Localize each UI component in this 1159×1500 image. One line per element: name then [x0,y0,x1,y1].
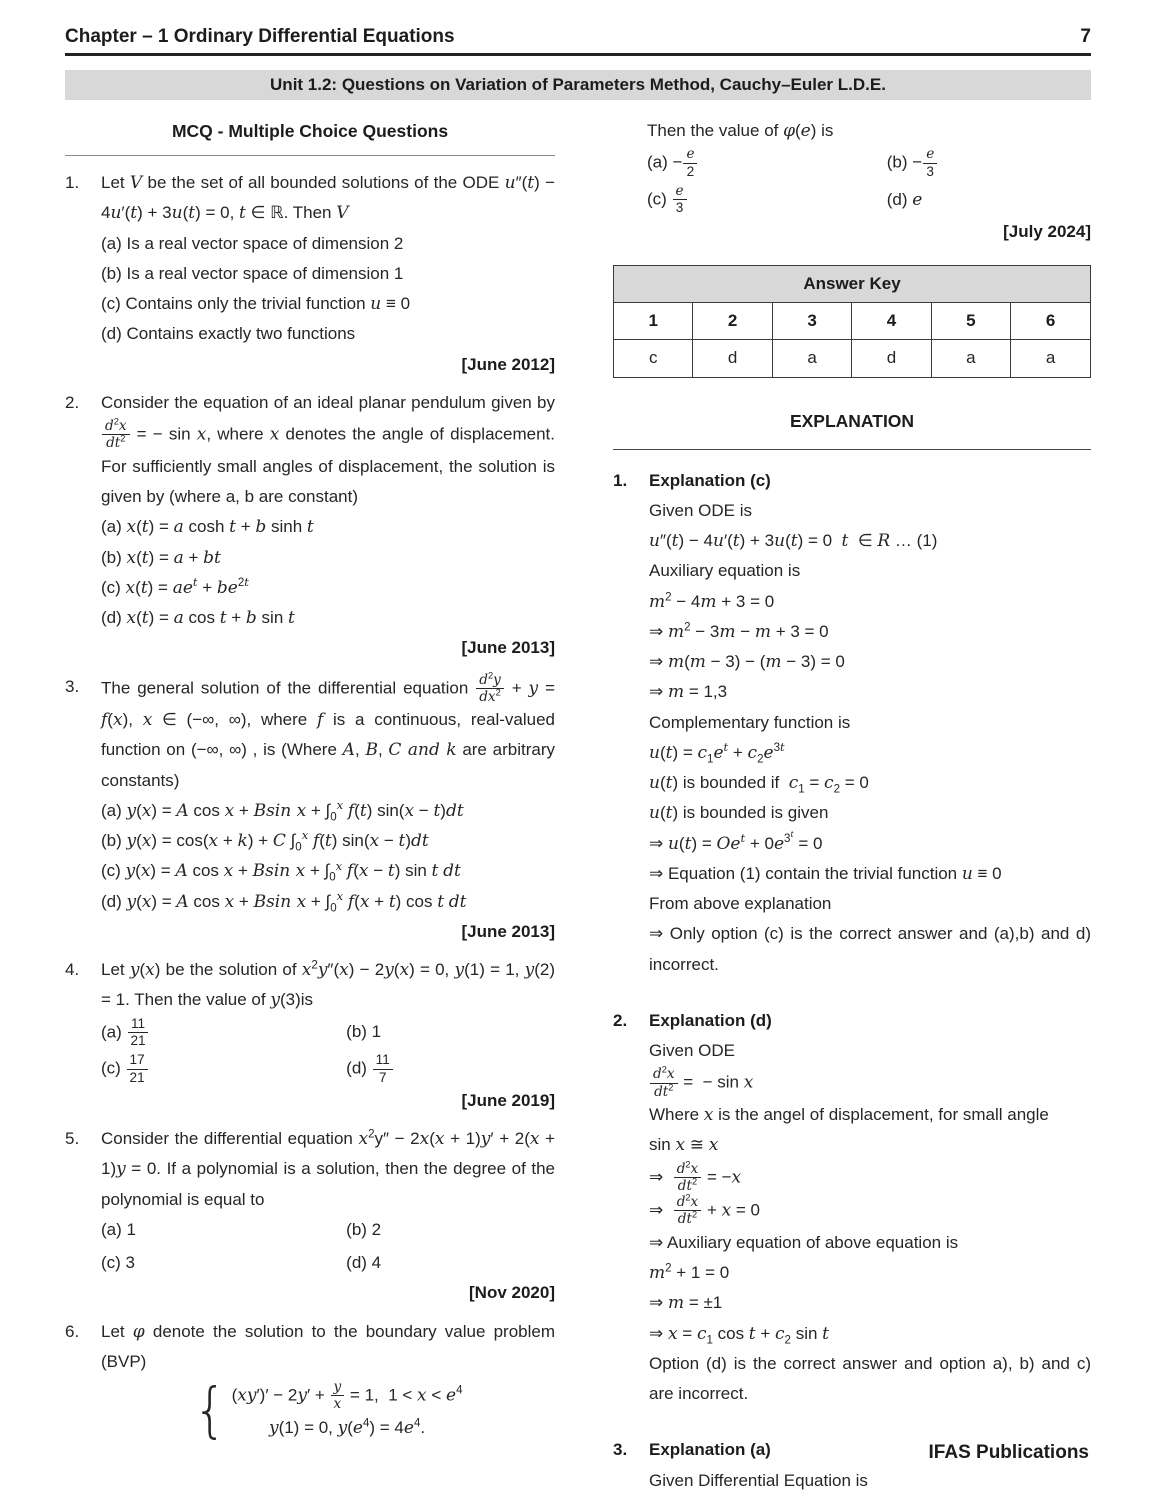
explanation-title: Explanation (c) [649,470,771,490]
explanation-line: ⇒ m(m − 3) − (m − 3) = 0 [649,652,845,673]
question-number-cell: 4 [852,303,931,340]
explanation-line: u″(t) − 4u′(t) + 3u(t) = 0 t ∈ R … (1) [649,531,938,552]
option: (d) x(t) = a cos t + b sin t [101,608,295,629]
question-number-cell: 3 [772,303,851,340]
question-text: Consider the equation of an ideal planar pendulum given by $\frac{d^2x}{dt^2}$ = − sin x, where x denotes the angle of displacement. For sufficiently small angles of displacement, the solution is given by (where a, b are constant) [101,392,556,507]
question-1 [65,168,555,380]
explanation-number: 3. [613,1440,628,1460]
exam-date: [June 2019] [461,1090,555,1110]
explanation-line: Complementary function is [649,712,851,732]
answer-key-title: Answer Key [614,265,1091,302]
explanation-body [649,1006,1091,1409]
option: (b) Is a real vector space of dimension 1 [101,263,404,283]
explanation-line: ⇒ $\frac{d^2x}{dt^2}$ + x = 0 [649,1192,761,1228]
question-text: Let V be the set of all bounded solutions of the ODE u″(t) − 4u′(t) + 3u(t) = 0, t ∈ ℝ. Then V [101,173,555,224]
question-number-cell: 5 [931,303,1010,340]
explanation-line: Given Differential Equation is [649,1470,868,1490]
explanation-title: Explanation (d) [649,1010,772,1030]
exam-date: [June 2013] [461,638,555,658]
answer-cell: a [1011,340,1091,377]
question-3 [65,669,556,948]
option: (a) y(x) = A cos x + Bsin $x + \int_0^x$ f(t) sin(x − t)dt [101,798,464,824]
option: (a) x(t) = a cosh t + b sinh t [101,517,314,538]
explanation-line: u(t) is bounded is given [649,803,829,824]
explanation-line: ⇒ $u(t) = Oe^t + 0e^{3^t} = 0$ [649,830,823,854]
question-body [101,1124,555,1309]
question-6 [65,1317,555,1446]
question-4 [65,955,555,1116]
question-number: 2. [65,392,80,412]
explanation-title: Explanation (a) [649,1440,771,1460]
question-body [101,955,555,1116]
options-list [101,796,555,917]
answer-key-numbers-row [614,303,1091,340]
option: (c) Contains only the trivial function u ≡ 0 [101,294,411,315]
explanation-line: ⇒ $m^2 - 3m - m + 3 = 0$ [649,621,829,642]
question-number-cell: 6 [1011,303,1091,340]
option: (b) − $\frac{e}{3}$ [887,146,1091,180]
answer-cell: a [772,340,851,377]
publisher-name: IFAS Publications [928,1442,1089,1463]
options-grid [101,1016,555,1086]
explanation-line: $\frac{d^2x}{dt^2}$ = − sin x [649,1066,1091,1100]
options-grid [101,1215,555,1279]
options-grid [647,146,1091,216]
equation-line: y(1) = 0, $y(e^4) = 4e^4$. [268,1417,426,1438]
chapter-title: Chapter – 1 Ordinary Differential Equations [65,26,455,47]
left-column [65,116,555,1500]
bvp-display-equation [101,1376,555,1446]
exam-date: [June 2013] [461,921,555,941]
explanation-line: $m^2 - 4m + 3 = 0$ [649,590,775,612]
question-body [101,168,555,380]
question-text: Let φ denote the solution to the boundary value problem (BVP) [101,1321,555,1371]
question-6-continued [613,116,1091,217]
option: (d) e [886,189,923,210]
page-header [65,26,1091,56]
explanation-line: ⇒ Equation (1) contain the trivial function u ≡ 0 [649,863,1002,884]
option: (c) $\frac{e}{3}$ [647,183,887,217]
option: (c) y(x) = A cos x + Bsin $x + \int_0^x$ f(x − t) sin t dt [101,858,461,884]
question-2 [65,388,555,664]
exam-date: [June 2012] [461,354,555,374]
explanation-line: ⇒ m = 1,3 [649,682,728,703]
question-5 [65,1124,555,1309]
option: (a) 1 [101,1219,136,1239]
explanation-lines [649,1466,1091,1496]
option: (d) 4 [346,1253,382,1273]
question-number: 3. [65,676,80,696]
option: (a) − $\frac{e}{2}$ [647,146,887,180]
option: (b) 1 [346,1022,382,1042]
explanation-number: 1. [613,470,628,490]
explanation-line: ⇒ $x = c_1$ $\cos t + c_2$ sin t [649,1323,829,1346]
question-text: Consider the differential equation $x^2y'' - 2x(x + 1)y' + 2(x + 1)y = 0$. If a polynomial is a solution, then the degree of the polynomial is equal to [101,1128,555,1209]
equation-line: (xy′)′ − 2y′ + $\frac{y}{x}$ = 1, $1 < x < e^4$ [231,1379,463,1413]
explanation-section-heading: EXPLANATION [613,406,1091,450]
equation-lines [232,1379,463,1443]
answer-cell: d [852,340,931,377]
question-text: Then the value of φ(e) is [647,121,834,141]
option: (a) $\frac{11}{21}$ [101,1016,346,1050]
option: (c) $x(t) = ae^t + be^{2t}$ [101,575,249,598]
mcq-section-heading: MCQ - Multiple Choice Questions [65,116,555,156]
answer-cell: a [931,340,1010,377]
question-text: Let y(x) be the solution of $x^2y''(x) - 2y(x) = 0$, y(1) = 1, y(2) = 1. Then the value of y(3)is [101,959,556,1011]
explanation-line: From above explanation [649,894,832,914]
question-body [101,388,555,664]
options-list [101,229,555,350]
question-number: 5. [65,1129,80,1149]
explanation-line: $m^2 + 1 = 0$ [649,1262,730,1284]
question-number-cell: 2 [693,303,772,340]
exam-date: [July 2024] [1003,221,1091,241]
question-number: 1. [65,173,80,193]
option: (b) 2 [346,1219,382,1239]
option: (c) $\frac{17}{21}$ [101,1052,346,1086]
page-number: 7 [1080,26,1091,47]
question-number: 6. [65,1321,80,1341]
question-number-cell: 1 [614,303,693,340]
option: (b) x(t) = a + bt [101,547,221,568]
left-brace: { [193,1376,227,1446]
answer-key-title-row [614,265,1091,302]
explanation-number: 2. [613,1010,628,1030]
option: (b) y(x) = cos(x + k) + C $\int_0^x$ f(t) sin(x − t)dt [101,828,429,854]
explanation-2 [613,1006,1091,1409]
answer-key-table [613,265,1091,378]
two-column-layout [65,116,1091,1500]
explanation-line: Auxiliary equation is [649,561,801,581]
answer-cell: d [693,340,772,377]
option: (d) Contains exactly two functions [101,324,356,344]
explanation-line: ⇒ Auxiliary equation of above equation is [649,1232,959,1252]
explanation-line: $u(t) = c_1e^t + c_2e^{3t}$ [649,740,785,766]
answer-cell: c [614,340,693,377]
right-column [613,116,1091,1500]
exam-date: [Nov 2020] [469,1283,555,1303]
explanation-body [649,466,1091,980]
explanation-lines [649,1036,1091,1409]
question-body [101,669,556,948]
option: (d) y(x) = A cos x + Bsin $x + \int_0^x$ f(x + t) cos t dt [101,888,467,915]
explanation-line: Where x is the angel of displacement, for small angle [649,1105,1049,1126]
question-text: The general solution of the differential equation $\frac{d^2y}{dx^2}$ + y = f(x), x ∈ (−∞, ∞), where f is a continuous, real-valued function on (−∞, ∞) , is (Where A, B, C and k are arbitrary constants) [101,669,556,790]
explanation-line: u(t) is bounded if $c_1 = c_2 = 0$ [649,773,869,796]
explanation-line: ⇒ $\frac{d^2x}{dt^2}$ = −x [649,1158,742,1194]
options-list [101,512,555,633]
explanation-1 [613,466,1091,980]
explanation-line: sin x ≅ x [649,1135,719,1156]
explanation-line: Given ODE [649,1041,735,1061]
explanation-line: ⇒ m = ±1 [649,1293,723,1314]
explanation-line: Option (d) is the correct answer and option a), b) and c) are incorrect. [649,1353,1091,1404]
explanation-line: Given ODE is [649,500,752,520]
unit-banner: Unit 1.2: Questions on Variation of Parameters Method, Cauchy–Euler L.D.E. [65,70,1091,100]
option: (a) Is a real vector space of dimension 2 [101,233,404,253]
explanation-lines [649,496,1091,980]
answer-key-answers-row [614,340,1091,377]
question-body [101,1317,555,1446]
explanation-line: ⇒ Only option (c) is the correct answer and (a),b) and d) incorrect. [649,924,1091,974]
option: (d) $\frac{11}{7}$ [346,1052,555,1086]
option: (c) 3 [101,1253,135,1273]
question-number: 4. [65,960,80,980]
